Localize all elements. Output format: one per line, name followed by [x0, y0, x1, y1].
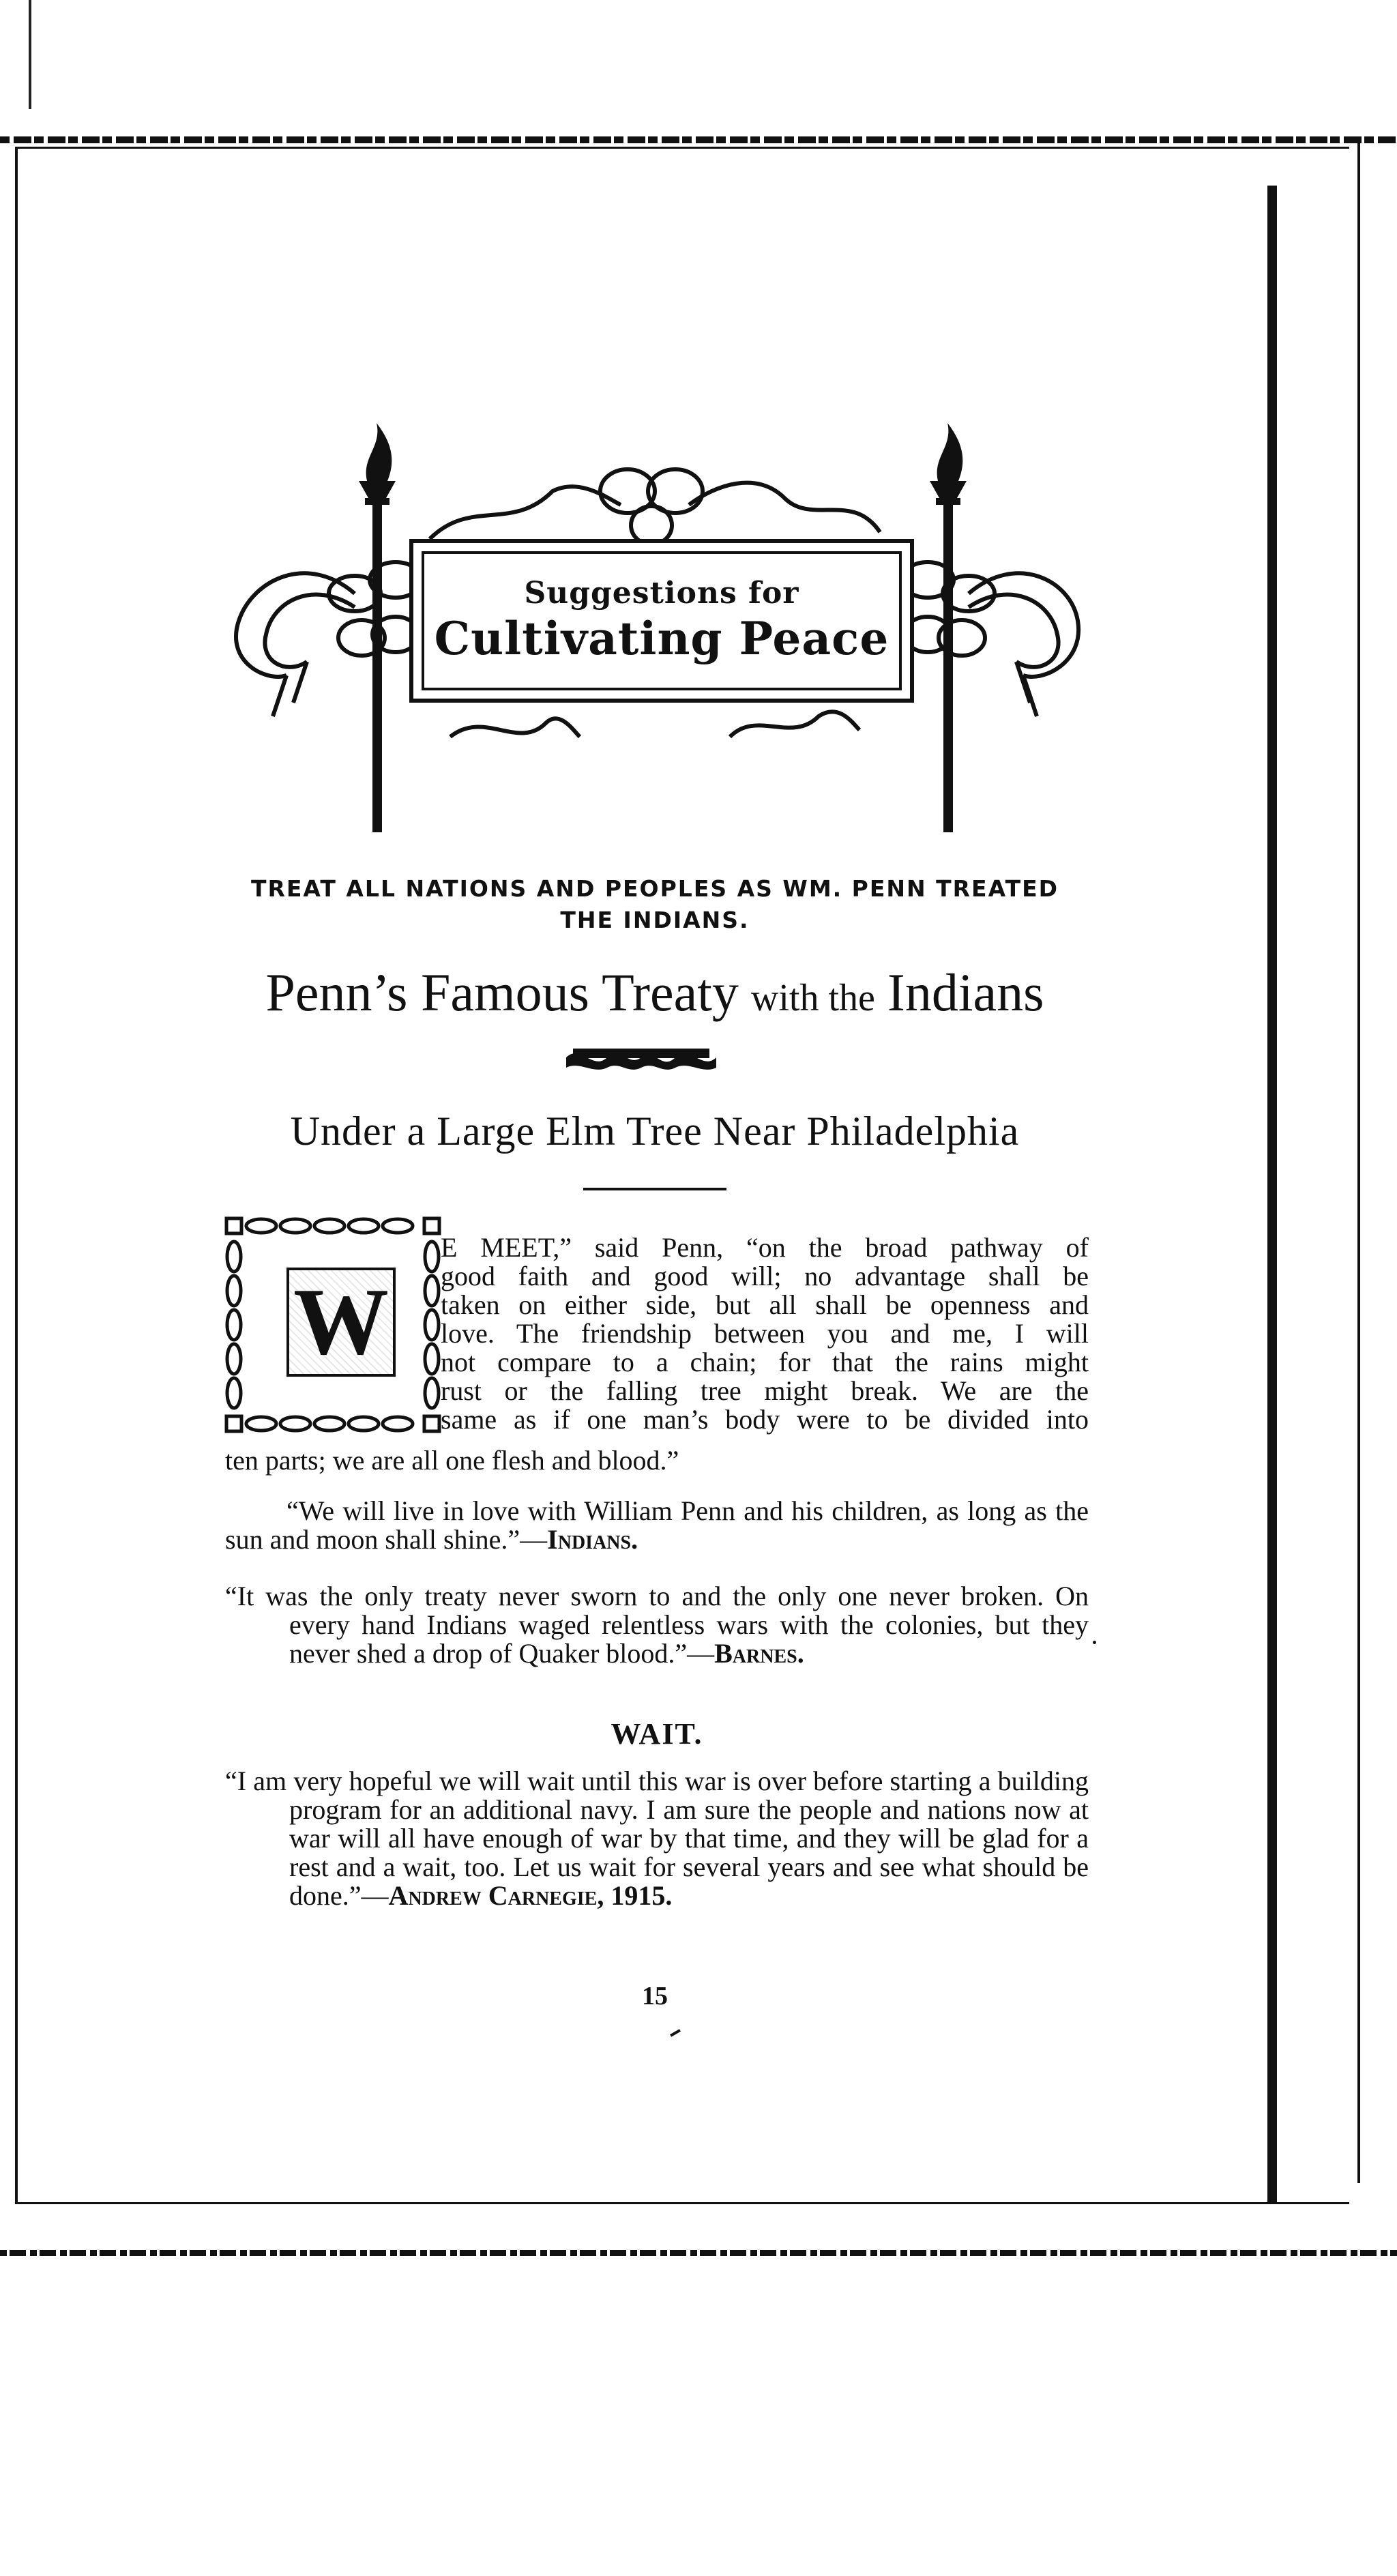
page-edge-right — [1357, 143, 1360, 2183]
quote-paragraph-2 — [225, 1497, 1089, 1554]
page-number: 15 — [642, 1982, 668, 2010]
page-subtitle: Under a Large Elm Tree Near Philadelphia — [290, 1109, 1020, 1154]
divider-rule — [583, 1188, 726, 1190]
header-line-1: Suggestions for — [524, 576, 799, 611]
quote-attribution: Barnes. — [714, 1638, 804, 1669]
quote-line: good faith and good will; no advantage shall be — [441, 1261, 1089, 1291]
section-heading: WAIT. — [611, 1717, 703, 1751]
page-title — [205, 962, 1105, 1029]
quote-text: “We will live in love with William Penn and his children, as long as the sun and moon shall shine.”— — [225, 1495, 1089, 1555]
drop-cap-letter: W — [286, 1268, 396, 1377]
quote-attribution: Indians. — [547, 1524, 638, 1555]
scan-speck — [1093, 1641, 1096, 1644]
quote-text: “I am very hopeful we will wait until this war is over before starting a building program for an additional navy. I am sure the people and nations now at war will all have enough of war by that time, and they will be glad for a rest and a wait, too. Let us wait for several years and see what should be done.”— — [225, 1766, 1089, 1911]
quote-text: “It was the only treaty never sworn to and the only one never broken. On every hand Indians waged relentless wars with the colonies, but they never shed a drop of Quaker blood.”— — [225, 1581, 1089, 1669]
quote-paragraph-4 — [225, 1767, 1089, 1910]
quote-line: not compare to a chain; for that the rains might — [441, 1347, 1089, 1377]
header-line-2: Cultivating Peace — [434, 611, 889, 665]
quote-line: love. The friendship between you and me, I will — [441, 1318, 1089, 1349]
ornament-divider-icon — [566, 1040, 716, 1074]
subheading: TREAT ALL NATIONS AND PEOPLES AS WM. PENN TREATED THE INDIANS. — [250, 875, 1059, 933]
page-edge-bottom — [0, 2250, 1397, 2256]
quote-line: rust or the falling tree might break. We are the — [441, 1375, 1089, 1406]
quote-paragraph-3 — [225, 1582, 1089, 1668]
title-cartouche — [409, 539, 914, 703]
quote-paragraph-1 — [441, 1233, 1089, 1434]
page-edge-top — [0, 136, 1397, 143]
title-part-2: with the — [750, 977, 875, 1019]
quote-line: E MEET,” said Penn, “on the broad pathway of — [441, 1232, 1089, 1263]
page-frame-right-rule — [1267, 186, 1277, 2202]
quote-paragraph-1-tail: ten parts; we are all one flesh and blood.” — [225, 1445, 679, 1476]
torch-icon — [359, 423, 396, 832]
scan-edge — [29, 0, 31, 109]
title-part-1: Penn’s Famous Treaty — [265, 963, 739, 1022]
title-part-3: Indians — [887, 963, 1044, 1022]
title-cartouche-inner — [422, 551, 902, 690]
quote-line: same as if one man’s body were to be divided into — [441, 1404, 1089, 1435]
quote-attribution: Andrew Carnegie, 1915. — [388, 1880, 673, 1911]
quote-line: taken on either side, but all shall be openness and — [441, 1289, 1089, 1320]
